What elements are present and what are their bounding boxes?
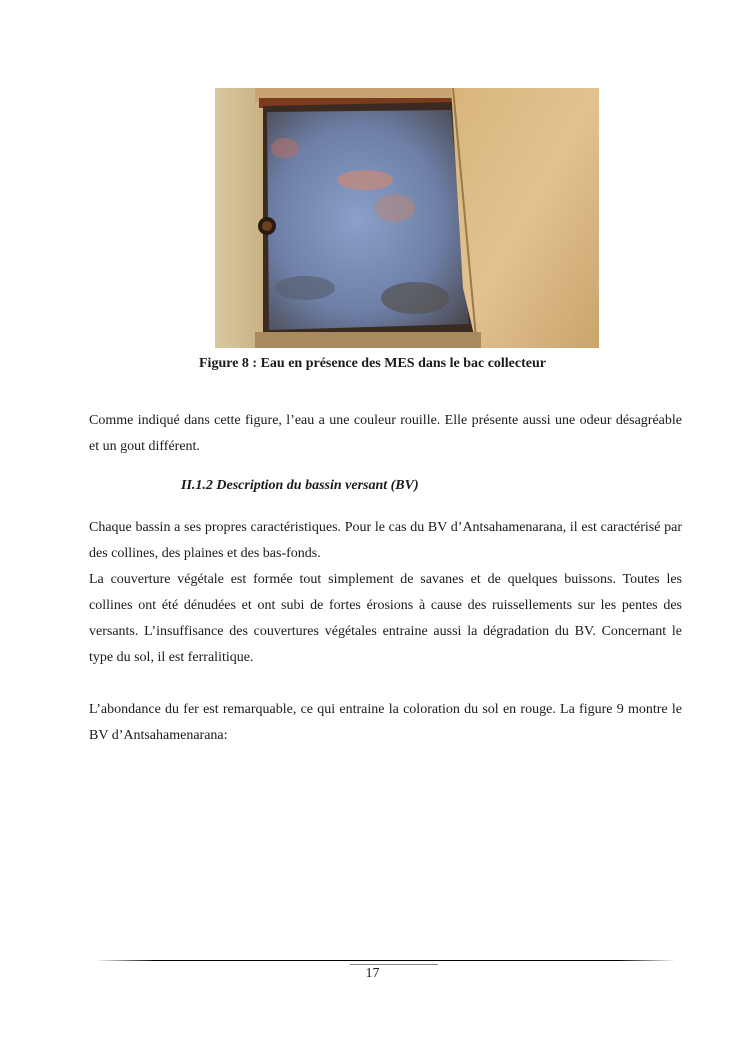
page-number: 17 [365,966,380,981]
figure-caption: Figure 8 : Eau en présence des MES dans le bac collecteur [199,356,546,371]
paragraph-vegetation: La couverture végétale est formée tout simplement de savanes et de quelques buissons. Toutes les collines ont été dénudées et ont subi de fortes érosions à cause des ruissellements sur les pentes des versants. L’insuffisance des couvertures végétales entraine aussi la dégradation du BV. Concernant le type du sol, il est ferralitique. [89,572,682,665]
paragraph-bassin-characteristics: Chaque bassin a ses propres caractéristiques. Pour le cas du BV d’Antsahamenarana, il est caractérisé par des collines, des plaines et des bas-fonds. [89,520,682,561]
footer-divider [98,960,674,961]
section-heading: II.1.2 Description du bassin versant (BV) [181,478,419,493]
footer-divider-short [350,964,438,965]
paragraph-rust-color: Comme indiqué dans cette figure, l’eau a une couleur rouille. Elle présente aussi une odeur désagréable et un gout différent. [89,413,682,454]
figure-8-photo [215,88,599,348]
paragraph-iron-abundance: L’abondance du fer est remarquable, ce qui entraine la coloration du sol en rouge. La figure 9 montre le BV d’Antsahamenarana: [89,702,682,743]
